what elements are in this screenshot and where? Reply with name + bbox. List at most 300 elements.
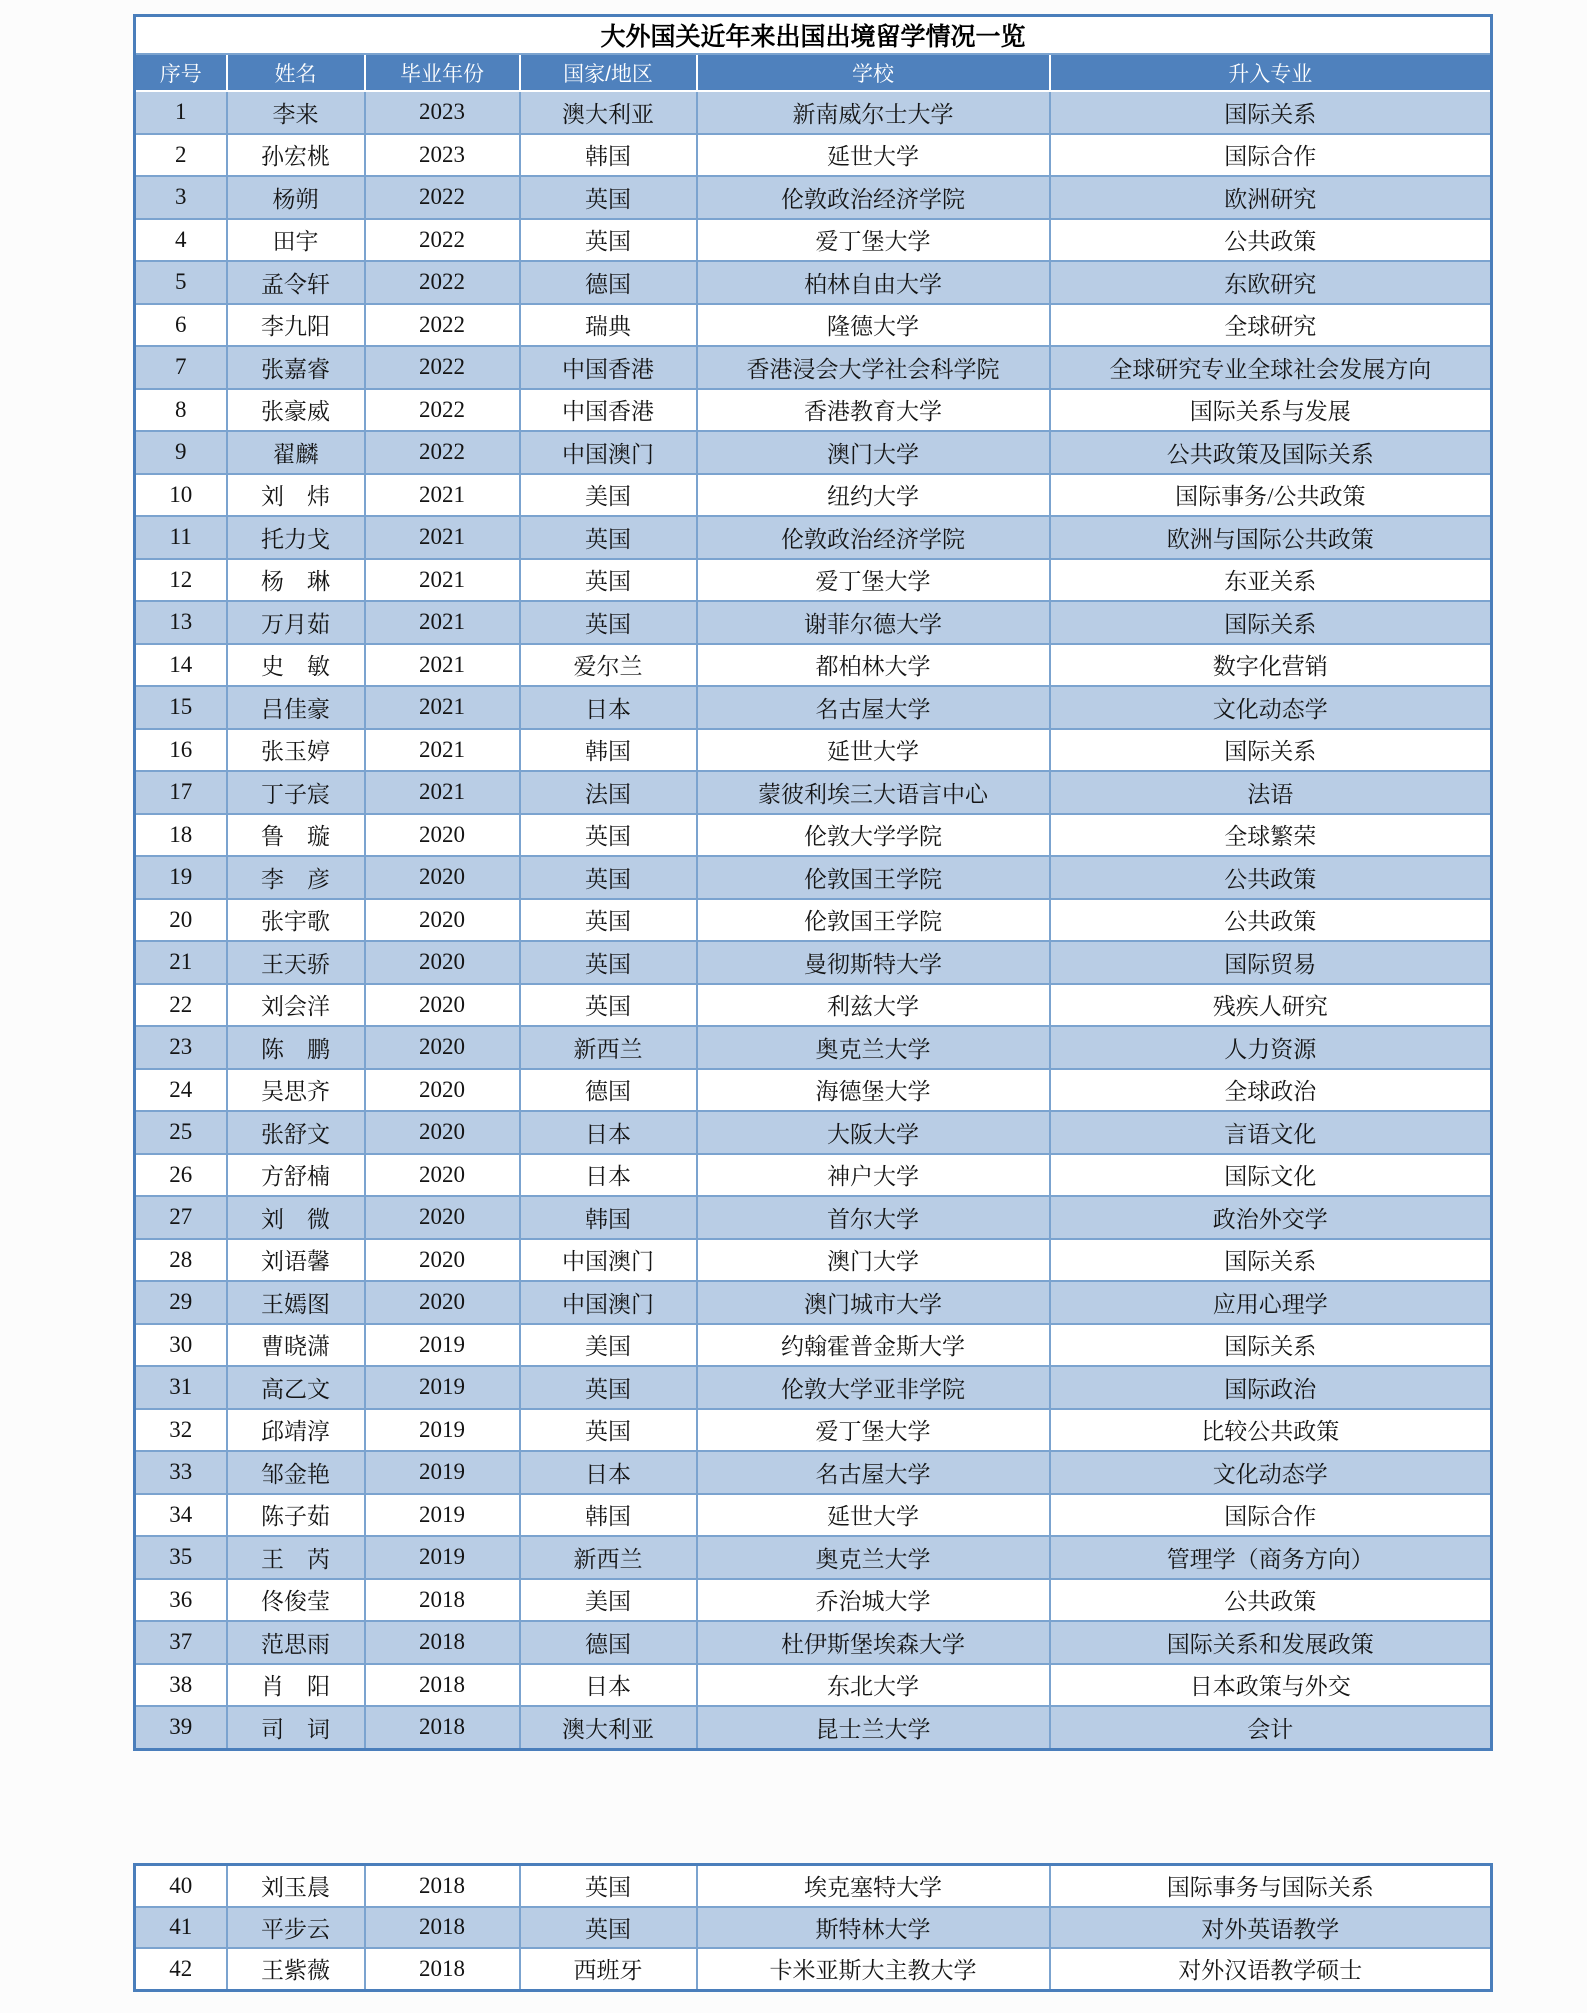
table-row bbox=[135, 1196, 1492, 1239]
cell-no: 21 bbox=[135, 941, 227, 984]
cell-major: 国际合作 bbox=[1050, 134, 1492, 177]
study-abroad-table-bottom bbox=[133, 1863, 1490, 1992]
cell-country: 日本 bbox=[520, 1664, 697, 1707]
table-row bbox=[135, 1536, 1492, 1579]
cell-name: 张宇歌 bbox=[227, 899, 365, 942]
cell-country: 美国 bbox=[520, 1324, 697, 1367]
table-row bbox=[135, 1865, 1492, 1907]
table-row bbox=[135, 601, 1492, 644]
cell-school: 首尔大学 bbox=[697, 1196, 1050, 1239]
cell-year: 2018 bbox=[365, 1907, 520, 1949]
cell-school: 奥克兰大学 bbox=[697, 1026, 1050, 1069]
cell-country: 西班牙 bbox=[520, 1948, 697, 1990]
cell-country: 英国 bbox=[520, 219, 697, 262]
cell-name: 吴思齐 bbox=[227, 1069, 365, 1112]
cell-no: 24 bbox=[135, 1069, 227, 1112]
cell-no: 23 bbox=[135, 1026, 227, 1069]
cell-name: 刘语馨 bbox=[227, 1239, 365, 1282]
cell-name: 刘会洋 bbox=[227, 984, 365, 1027]
cell-school: 都柏林大学 bbox=[697, 644, 1050, 687]
cell-school: 杜伊斯堡埃森大学 bbox=[697, 1621, 1050, 1664]
cell-name: 杨朔 bbox=[227, 176, 365, 219]
cell-school: 延世大学 bbox=[697, 729, 1050, 772]
column-header-name: 姓名 bbox=[227, 54, 365, 91]
cell-no: 31 bbox=[135, 1366, 227, 1409]
cell-school: 东北大学 bbox=[697, 1664, 1050, 1707]
table-row bbox=[135, 1324, 1492, 1367]
cell-name: 陈 鹏 bbox=[227, 1026, 365, 1069]
cell-year: 2020 bbox=[365, 1154, 520, 1197]
cell-no: 35 bbox=[135, 1536, 227, 1579]
table-row bbox=[135, 941, 1492, 984]
cell-name: 托力戈 bbox=[227, 516, 365, 559]
cell-name: 佟俊莹 bbox=[227, 1579, 365, 1622]
cell-country: 德国 bbox=[520, 1621, 697, 1664]
cell-no: 3 bbox=[135, 176, 227, 219]
cell-major: 残疾人研究 bbox=[1050, 984, 1492, 1027]
cell-country: 韩国 bbox=[520, 729, 697, 772]
cell-name: 肖 阳 bbox=[227, 1664, 365, 1707]
table-row bbox=[135, 686, 1492, 729]
cell-major: 公共政策 bbox=[1050, 856, 1492, 899]
cell-name: 李九阳 bbox=[227, 304, 365, 347]
cell-major: 国际合作 bbox=[1050, 1494, 1492, 1537]
cell-school: 香港浸会大学社会科学院 bbox=[697, 346, 1050, 389]
cell-school: 伦敦政治经济学院 bbox=[697, 176, 1050, 219]
cell-major: 国际政治 bbox=[1050, 1366, 1492, 1409]
cell-country: 英国 bbox=[520, 1366, 697, 1409]
cell-no: 1 bbox=[135, 91, 227, 134]
cell-country: 英国 bbox=[520, 984, 697, 1027]
cell-school: 爱丁堡大学 bbox=[697, 559, 1050, 602]
cell-year: 2020 bbox=[365, 1069, 520, 1112]
cell-no: 2 bbox=[135, 134, 227, 177]
table-row bbox=[135, 346, 1492, 389]
cell-major: 公共政策 bbox=[1050, 1579, 1492, 1622]
cell-major: 全球研究 bbox=[1050, 304, 1492, 347]
cell-year: 2018 bbox=[365, 1579, 520, 1622]
cell-major: 国际关系 bbox=[1050, 91, 1492, 134]
cell-country: 德国 bbox=[520, 261, 697, 304]
table-row bbox=[135, 1451, 1492, 1494]
cell-school: 伦敦国王学院 bbox=[697, 899, 1050, 942]
cell-name: 杨 琳 bbox=[227, 559, 365, 602]
table-row bbox=[135, 219, 1492, 262]
cell-name: 邹金艳 bbox=[227, 1451, 365, 1494]
cell-year: 2019 bbox=[365, 1409, 520, 1452]
cell-name: 鲁 璇 bbox=[227, 814, 365, 857]
cell-school: 蒙彼利埃三大语言中心 bbox=[697, 771, 1050, 814]
cell-no: 40 bbox=[135, 1865, 227, 1907]
cell-country: 法国 bbox=[520, 771, 697, 814]
cell-no: 29 bbox=[135, 1281, 227, 1324]
cell-school: 昆士兰大学 bbox=[697, 1706, 1050, 1749]
cell-school: 斯特林大学 bbox=[697, 1907, 1050, 1949]
cell-year: 2018 bbox=[365, 1706, 520, 1749]
cell-no: 8 bbox=[135, 389, 227, 432]
cell-no: 33 bbox=[135, 1451, 227, 1494]
table-row bbox=[135, 1154, 1492, 1197]
table-row bbox=[135, 1026, 1492, 1069]
table-row bbox=[135, 1621, 1492, 1664]
cell-name: 邱靖淳 bbox=[227, 1409, 365, 1452]
column-header-year: 毕业年份 bbox=[365, 54, 520, 91]
cell-name: 刘玉晨 bbox=[227, 1865, 365, 1907]
cell-major: 全球政治 bbox=[1050, 1069, 1492, 1112]
cell-year: 2020 bbox=[365, 856, 520, 899]
cell-no: 10 bbox=[135, 474, 227, 517]
cell-year: 2022 bbox=[365, 304, 520, 347]
cell-no: 36 bbox=[135, 1579, 227, 1622]
cell-no: 20 bbox=[135, 899, 227, 942]
cell-country: 澳大利亚 bbox=[520, 91, 697, 134]
cell-no: 15 bbox=[135, 686, 227, 729]
cell-country: 英国 bbox=[520, 1409, 697, 1452]
table-row bbox=[135, 1069, 1492, 1112]
table-row bbox=[135, 176, 1492, 219]
table-row bbox=[135, 431, 1492, 474]
cell-country: 英国 bbox=[520, 1865, 697, 1907]
cell-country: 中国澳门 bbox=[520, 1281, 697, 1324]
cell-major: 管理学（商务方向） bbox=[1050, 1536, 1492, 1579]
cell-year: 2023 bbox=[365, 134, 520, 177]
cell-major: 国际文化 bbox=[1050, 1154, 1492, 1197]
cell-school: 奥克兰大学 bbox=[697, 1536, 1050, 1579]
cell-school: 约翰霍普金斯大学 bbox=[697, 1324, 1050, 1367]
cell-no: 41 bbox=[135, 1907, 227, 1949]
cell-no: 12 bbox=[135, 559, 227, 602]
cell-year: 2020 bbox=[365, 1196, 520, 1239]
cell-no: 7 bbox=[135, 346, 227, 389]
table-row bbox=[135, 1409, 1492, 1452]
table-row bbox=[135, 1494, 1492, 1537]
cell-year: 2020 bbox=[365, 899, 520, 942]
table-row bbox=[135, 644, 1492, 687]
table-row bbox=[135, 1664, 1492, 1707]
cell-no: 32 bbox=[135, 1409, 227, 1452]
table-row bbox=[135, 984, 1492, 1027]
cell-no: 30 bbox=[135, 1324, 227, 1367]
cell-name: 刘 炜 bbox=[227, 474, 365, 517]
cell-name: 平步云 bbox=[227, 1907, 365, 1949]
table-row bbox=[135, 814, 1492, 857]
title-row bbox=[135, 16, 1492, 55]
cell-major: 文化动态学 bbox=[1050, 1451, 1492, 1494]
cell-country: 英国 bbox=[520, 1907, 697, 1949]
cell-school: 谢菲尔德大学 bbox=[697, 601, 1050, 644]
cell-major: 国际关系 bbox=[1050, 601, 1492, 644]
cell-major: 比较公共政策 bbox=[1050, 1409, 1492, 1452]
cell-no: 9 bbox=[135, 431, 227, 474]
cell-name: 张嘉睿 bbox=[227, 346, 365, 389]
cell-name: 张舒文 bbox=[227, 1111, 365, 1154]
cell-country: 日本 bbox=[520, 1154, 697, 1197]
table-row bbox=[135, 899, 1492, 942]
cell-no: 39 bbox=[135, 1706, 227, 1749]
cell-year: 2020 bbox=[365, 1281, 520, 1324]
cell-country: 瑞典 bbox=[520, 304, 697, 347]
cell-name: 孟令轩 bbox=[227, 261, 365, 304]
cell-year: 2022 bbox=[365, 261, 520, 304]
cell-year: 2020 bbox=[365, 1026, 520, 1069]
cell-school: 卡米亚斯大主教大学 bbox=[697, 1948, 1050, 1990]
cell-country: 日本 bbox=[520, 1111, 697, 1154]
cell-school: 爱丁堡大学 bbox=[697, 219, 1050, 262]
cell-no: 27 bbox=[135, 1196, 227, 1239]
cell-country: 韩国 bbox=[520, 1196, 697, 1239]
cell-school: 隆德大学 bbox=[697, 304, 1050, 347]
cell-school: 利兹大学 bbox=[697, 984, 1050, 1027]
table-title: 大外国关近年来出国出境留学情况一览 bbox=[135, 16, 1492, 55]
cell-name: 王天骄 bbox=[227, 941, 365, 984]
cell-name: 孙宏桃 bbox=[227, 134, 365, 177]
cell-school: 乔治城大学 bbox=[697, 1579, 1050, 1622]
table-row bbox=[135, 1239, 1492, 1282]
cell-year: 2022 bbox=[365, 176, 520, 219]
cell-school: 澳门大学 bbox=[697, 431, 1050, 474]
cell-country: 中国香港 bbox=[520, 389, 697, 432]
cell-no: 37 bbox=[135, 1621, 227, 1664]
cell-school: 纽约大学 bbox=[697, 474, 1050, 517]
cell-country: 英国 bbox=[520, 899, 697, 942]
cell-major: 言语文化 bbox=[1050, 1111, 1492, 1154]
cell-year: 2021 bbox=[365, 644, 520, 687]
cell-name: 刘 微 bbox=[227, 1196, 365, 1239]
cell-year: 2021 bbox=[365, 729, 520, 772]
cell-major: 数字化营销 bbox=[1050, 644, 1492, 687]
cell-year: 2023 bbox=[365, 91, 520, 134]
cell-major: 日本政策与外交 bbox=[1050, 1664, 1492, 1707]
cell-no: 28 bbox=[135, 1239, 227, 1282]
cell-school: 伦敦大学学院 bbox=[697, 814, 1050, 857]
cell-name: 范思雨 bbox=[227, 1621, 365, 1664]
cell-school: 名古屋大学 bbox=[697, 686, 1050, 729]
column-header-country: 国家/地区 bbox=[520, 54, 697, 91]
cell-country: 中国澳门 bbox=[520, 1239, 697, 1282]
cell-school: 澳门城市大学 bbox=[697, 1281, 1050, 1324]
cell-country: 韩国 bbox=[520, 134, 697, 177]
cell-country: 英国 bbox=[520, 516, 697, 559]
cell-country: 澳大利亚 bbox=[520, 1706, 697, 1749]
cell-country: 中国香港 bbox=[520, 346, 697, 389]
cell-country: 英国 bbox=[520, 941, 697, 984]
cell-no: 18 bbox=[135, 814, 227, 857]
table-row bbox=[135, 1579, 1492, 1622]
cell-name: 高乙文 bbox=[227, 1366, 365, 1409]
cell-major: 应用心理学 bbox=[1050, 1281, 1492, 1324]
table-row bbox=[135, 1706, 1492, 1749]
cell-major: 政治外交学 bbox=[1050, 1196, 1492, 1239]
cell-year: 2019 bbox=[365, 1366, 520, 1409]
cell-year: 2020 bbox=[365, 814, 520, 857]
cell-school: 伦敦大学亚非学院 bbox=[697, 1366, 1050, 1409]
cell-major: 对外英语教学 bbox=[1050, 1907, 1492, 1949]
cell-name: 司 词 bbox=[227, 1706, 365, 1749]
table-row bbox=[135, 91, 1492, 134]
cell-country: 爱尔兰 bbox=[520, 644, 697, 687]
cell-year: 2020 bbox=[365, 1111, 520, 1154]
cell-year: 2018 bbox=[365, 1865, 520, 1907]
column-header-major: 升入专业 bbox=[1050, 54, 1492, 91]
cell-school: 大阪大学 bbox=[697, 1111, 1050, 1154]
cell-year: 2022 bbox=[365, 219, 520, 262]
table-row bbox=[135, 1281, 1492, 1324]
cell-no: 26 bbox=[135, 1154, 227, 1197]
cell-major: 国际贸易 bbox=[1050, 941, 1492, 984]
cell-year: 2021 bbox=[365, 474, 520, 517]
cell-school: 新南威尔士大学 bbox=[697, 91, 1050, 134]
cell-no: 22 bbox=[135, 984, 227, 1027]
study-abroad-table-main bbox=[133, 14, 1490, 1751]
cell-major: 公共政策 bbox=[1050, 219, 1492, 262]
column-header-no: 序号 bbox=[135, 54, 227, 91]
cell-country: 新西兰 bbox=[520, 1536, 697, 1579]
cell-major: 国际关系 bbox=[1050, 729, 1492, 772]
cell-school: 延世大学 bbox=[697, 1494, 1050, 1537]
cell-name: 田宇 bbox=[227, 219, 365, 262]
table-row bbox=[135, 516, 1492, 559]
cell-major: 人力资源 bbox=[1050, 1026, 1492, 1069]
cell-country: 日本 bbox=[520, 1451, 697, 1494]
cell-major: 国际关系和发展政策 bbox=[1050, 1621, 1492, 1664]
cell-school: 伦敦国王学院 bbox=[697, 856, 1050, 899]
cell-major: 东亚关系 bbox=[1050, 559, 1492, 602]
table-row bbox=[135, 856, 1492, 899]
cell-major: 全球研究专业全球社会发展方向 bbox=[1050, 346, 1492, 389]
cell-year: 2022 bbox=[365, 346, 520, 389]
cell-major: 欧洲与国际公共政策 bbox=[1050, 516, 1492, 559]
cell-no: 17 bbox=[135, 771, 227, 814]
cell-year: 2019 bbox=[365, 1324, 520, 1367]
cell-no: 13 bbox=[135, 601, 227, 644]
cell-no: 5 bbox=[135, 261, 227, 304]
cell-name: 王 芮 bbox=[227, 1536, 365, 1579]
cell-name: 史 敏 bbox=[227, 644, 365, 687]
cell-year: 2021 bbox=[365, 686, 520, 729]
cell-school: 神户大学 bbox=[697, 1154, 1050, 1197]
cell-school: 伦敦政治经济学院 bbox=[697, 516, 1050, 559]
cell-school: 海德堡大学 bbox=[697, 1069, 1050, 1112]
cell-school: 延世大学 bbox=[697, 134, 1050, 177]
cell-major: 国际事务与国际关系 bbox=[1050, 1865, 1492, 1907]
cell-country: 美国 bbox=[520, 1579, 697, 1622]
cell-no: 11 bbox=[135, 516, 227, 559]
cell-country: 英国 bbox=[520, 559, 697, 602]
cell-country: 日本 bbox=[520, 686, 697, 729]
cell-major: 国际关系与发展 bbox=[1050, 389, 1492, 432]
cell-school: 爱丁堡大学 bbox=[697, 1409, 1050, 1452]
table-row bbox=[135, 304, 1492, 347]
cell-country: 韩国 bbox=[520, 1494, 697, 1537]
table-row bbox=[135, 261, 1492, 304]
cell-major: 公共政策 bbox=[1050, 899, 1492, 942]
cell-name: 方舒楠 bbox=[227, 1154, 365, 1197]
cell-name: 李来 bbox=[227, 91, 365, 134]
table-row bbox=[135, 1111, 1492, 1154]
cell-country: 英国 bbox=[520, 176, 697, 219]
cell-name: 翟麟 bbox=[227, 431, 365, 474]
table-row bbox=[135, 389, 1492, 432]
cell-year: 2020 bbox=[365, 941, 520, 984]
cell-name: 陈子茹 bbox=[227, 1494, 365, 1537]
cell-school: 名古屋大学 bbox=[697, 1451, 1050, 1494]
table-row bbox=[135, 474, 1492, 517]
cell-country: 中国澳门 bbox=[520, 431, 697, 474]
cell-major: 对外汉语教学硕士 bbox=[1050, 1948, 1492, 1990]
cell-name: 张豪威 bbox=[227, 389, 365, 432]
cell-no: 6 bbox=[135, 304, 227, 347]
cell-school: 澳门大学 bbox=[697, 1239, 1050, 1282]
cell-major: 国际关系 bbox=[1050, 1239, 1492, 1282]
cell-no: 4 bbox=[135, 219, 227, 262]
table-row bbox=[135, 729, 1492, 772]
cell-no: 16 bbox=[135, 729, 227, 772]
cell-name: 李 彦 bbox=[227, 856, 365, 899]
column-header-school: 学校 bbox=[697, 54, 1050, 91]
table-row bbox=[135, 1907, 1492, 1949]
cell-year: 2018 bbox=[365, 1948, 520, 1990]
cell-school: 香港教育大学 bbox=[697, 389, 1050, 432]
cell-year: 2018 bbox=[365, 1621, 520, 1664]
cell-country: 美国 bbox=[520, 474, 697, 517]
cell-no: 42 bbox=[135, 1948, 227, 1990]
cell-country: 新西兰 bbox=[520, 1026, 697, 1069]
cell-school: 埃克塞特大学 bbox=[697, 1865, 1050, 1907]
cell-year: 2021 bbox=[365, 601, 520, 644]
cell-major: 东欧研究 bbox=[1050, 261, 1492, 304]
cell-name: 万月茹 bbox=[227, 601, 365, 644]
cell-name: 张玉婷 bbox=[227, 729, 365, 772]
cell-major: 会计 bbox=[1050, 1706, 1492, 1749]
cell-name: 吕佳豪 bbox=[227, 686, 365, 729]
table-row bbox=[135, 134, 1492, 177]
cell-major: 全球繁荣 bbox=[1050, 814, 1492, 857]
cell-school: 曼彻斯特大学 bbox=[697, 941, 1050, 984]
cell-year: 2019 bbox=[365, 1494, 520, 1537]
header-row bbox=[135, 54, 1492, 91]
cell-no: 14 bbox=[135, 644, 227, 687]
cell-name: 王紫薇 bbox=[227, 1948, 365, 1990]
cell-no: 34 bbox=[135, 1494, 227, 1537]
cell-country: 英国 bbox=[520, 814, 697, 857]
cell-major: 法语 bbox=[1050, 771, 1492, 814]
cell-year: 2018 bbox=[365, 1664, 520, 1707]
cell-no: 19 bbox=[135, 856, 227, 899]
cell-name: 曹晓潇 bbox=[227, 1324, 365, 1367]
cell-year: 2022 bbox=[365, 389, 520, 432]
cell-country: 英国 bbox=[520, 856, 697, 899]
cell-no: 38 bbox=[135, 1664, 227, 1707]
cell-year: 2021 bbox=[365, 559, 520, 602]
cell-major: 欧洲研究 bbox=[1050, 176, 1492, 219]
table-row bbox=[135, 1366, 1492, 1409]
cell-year: 2020 bbox=[365, 984, 520, 1027]
table-row bbox=[135, 1948, 1492, 1990]
cell-name: 丁子宸 bbox=[227, 771, 365, 814]
cell-country: 德国 bbox=[520, 1069, 697, 1112]
cell-year: 2021 bbox=[365, 516, 520, 559]
cell-major: 国际事务/公共政策 bbox=[1050, 474, 1492, 517]
cell-year: 2019 bbox=[365, 1536, 520, 1579]
table-row bbox=[135, 559, 1492, 602]
cell-major: 国际关系 bbox=[1050, 1324, 1492, 1367]
cell-major: 文化动态学 bbox=[1050, 686, 1492, 729]
cell-school: 柏林自由大学 bbox=[697, 261, 1050, 304]
table-row bbox=[135, 771, 1492, 814]
cell-year: 2019 bbox=[365, 1451, 520, 1494]
cell-major: 公共政策及国际关系 bbox=[1050, 431, 1492, 474]
cell-name: 王嫣图 bbox=[227, 1281, 365, 1324]
